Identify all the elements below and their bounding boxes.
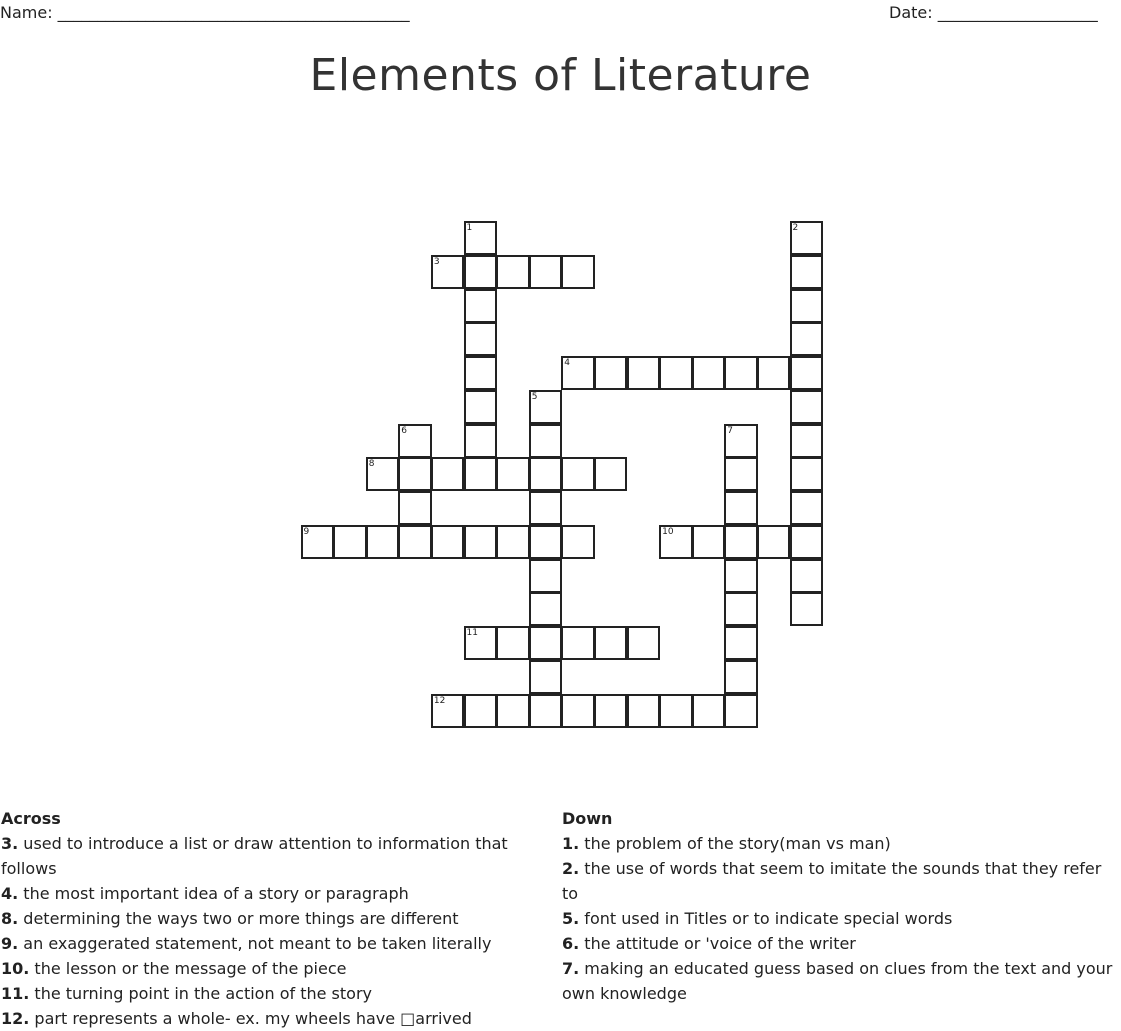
- clue-text: the problem of the story(man vs man): [579, 834, 891, 853]
- crossword-cell[interactable]: [627, 626, 661, 660]
- crossword-cell[interactable]: [464, 525, 498, 559]
- date-field[interactable]: Date: ____________________: [889, 3, 1098, 22]
- clue-number: 10: [662, 526, 674, 537]
- crossword-cell[interactable]: [398, 491, 432, 525]
- crossword-cell[interactable]: [692, 694, 726, 728]
- crossword-cell[interactable]: [757, 525, 791, 559]
- clue-number: 2: [792, 223, 799, 233]
- crossword-cell[interactable]: [594, 626, 628, 660]
- clue-number: 2.: [562, 859, 580, 878]
- clue-number: 6.: [562, 934, 580, 953]
- crossword-cell[interactable]: [627, 356, 661, 390]
- crossword-cell[interactable]: [431, 694, 465, 728]
- crossword-cell[interactable]: [366, 457, 400, 491]
- crossword-cell[interactable]: [496, 694, 530, 728]
- crossword-cell[interactable]: [496, 255, 530, 289]
- crossword-cell[interactable]: [464, 289, 498, 323]
- clue-number: 9.: [1, 934, 19, 953]
- crossword-cell[interactable]: [724, 424, 758, 458]
- clue-text: the use of words that seem to imitate the sounds that they refer to: [562, 859, 1102, 903]
- crossword-cell[interactable]: [790, 592, 824, 626]
- across-heading: Across: [1, 809, 61, 828]
- clue-text: making an educated guess based on clues from the text and your own knowledge: [562, 959, 1113, 1003]
- clue-number: 3: [433, 256, 440, 267]
- crossword-cell[interactable]: [790, 491, 824, 525]
- crossword-cell[interactable]: [790, 356, 824, 390]
- clue-text: the attitude or 'voice of the writer: [579, 934, 856, 953]
- crossword-cell[interactable]: [724, 525, 758, 559]
- down-clue: [562, 906, 1118, 931]
- crossword-cell[interactable]: [529, 592, 563, 626]
- crossword-cell[interactable]: [659, 525, 693, 559]
- crossword-cell[interactable]: [366, 525, 400, 559]
- clue-number: 4.: [1, 884, 19, 903]
- across-clue: [1, 956, 521, 981]
- down-clue: [562, 956, 1118, 1006]
- clue-number: 8.: [1, 909, 19, 928]
- crossword-cell[interactable]: [561, 457, 595, 491]
- crossword-cell[interactable]: [431, 457, 465, 491]
- crossword-cell[interactable]: [464, 322, 498, 356]
- clue-number: 7.: [562, 959, 580, 978]
- crossword-cell[interactable]: [529, 390, 563, 424]
- crossword-cell[interactable]: [790, 221, 824, 255]
- crossword-cell[interactable]: [790, 559, 824, 593]
- clue-text: the most important idea of a story or paragraph: [18, 884, 409, 903]
- clue-text: part represents a whole- ex. my wheels have □arrived: [29, 1009, 472, 1028]
- crossword-cell[interactable]: [790, 457, 824, 491]
- clue-text: the lesson or the message of the piece: [29, 959, 347, 978]
- crossword-cell[interactable]: [431, 525, 465, 559]
- clue-number: 5.: [562, 909, 580, 928]
- crossword-cell[interactable]: [594, 457, 628, 491]
- clue-number: 7: [727, 425, 734, 436]
- crossword-cell[interactable]: [724, 491, 758, 525]
- crossword-cell[interactable]: [464, 255, 498, 289]
- crossword-cell[interactable]: [464, 424, 498, 458]
- crossword-cell[interactable]: [561, 356, 595, 390]
- clue-number: 1.: [562, 834, 580, 853]
- crossword-cell[interactable]: [692, 356, 726, 390]
- clue-text: determining the ways two or more things are different: [18, 909, 459, 928]
- crossword-cell[interactable]: [790, 525, 824, 559]
- crossword-cell[interactable]: [464, 390, 498, 424]
- down-heading: Down: [562, 809, 613, 828]
- across-clue: [1, 831, 521, 881]
- page-title: Elements of Literature: [309, 50, 812, 101]
- crossword-cell[interactable]: [529, 694, 563, 728]
- crossword-cell[interactable]: [561, 626, 595, 660]
- across-clue: [1, 1006, 521, 1031]
- clue-number: 10.: [1, 959, 30, 978]
- crossword-cell[interactable]: [659, 694, 693, 728]
- across-clue: [1, 981, 521, 1006]
- crossword-cell[interactable]: [594, 694, 628, 728]
- clue-number: 12.: [1, 1009, 30, 1028]
- crossword-cell[interactable]: [464, 457, 498, 491]
- crossword-cell[interactable]: [659, 356, 693, 390]
- name-field[interactable]: Name: ____________________________________________: [0, 3, 410, 22]
- crossword-cell[interactable]: [529, 660, 563, 694]
- crossword-cell[interactable]: [464, 356, 498, 390]
- crossword-cell[interactable]: [529, 255, 563, 289]
- clue-number: 11.: [1, 984, 30, 1003]
- crossword-cell[interactable]: [627, 694, 661, 728]
- down-clue: [562, 856, 1118, 906]
- clue-number: 12: [433, 695, 446, 706]
- clue-number: 6: [401, 425, 408, 436]
- down-clue: [562, 931, 1118, 956]
- crossword-cell[interactable]: [398, 525, 432, 559]
- across-clue: [1, 931, 521, 956]
- clue-text: font used in Titles or to indicate special words: [579, 909, 953, 928]
- across-clue-list: [1, 831, 521, 1031]
- crossword-cell[interactable]: [333, 525, 367, 559]
- crossword-cell[interactable]: [529, 626, 563, 660]
- crossword-cell[interactable]: [464, 626, 498, 660]
- crossword-cell[interactable]: [790, 424, 824, 458]
- across-clues: [1, 806, 521, 1031]
- crossword-cell[interactable]: [529, 525, 563, 559]
- crossword-cell[interactable]: [464, 694, 498, 728]
- clue-number: 9: [303, 526, 310, 537]
- crossword-cell[interactable]: [496, 626, 530, 660]
- down-clues: [562, 806, 1118, 1006]
- down-clue: [562, 831, 1118, 856]
- across-clue: [1, 881, 521, 906]
- crossword-cell[interactable]: [561, 694, 595, 728]
- crossword-cell[interactable]: [529, 424, 563, 458]
- crossword-cell[interactable]: [790, 289, 824, 323]
- clue-number: 1: [466, 223, 473, 233]
- crossword-cell[interactable]: [724, 356, 758, 390]
- crossword-cell[interactable]: [398, 457, 432, 491]
- crossword-cell[interactable]: [724, 660, 758, 694]
- across-clue: [1, 906, 521, 931]
- crossword-cell[interactable]: [529, 559, 563, 593]
- crossword-cell[interactable]: [692, 525, 726, 559]
- crossword-cell[interactable]: [724, 626, 758, 660]
- crossword-cell[interactable]: [790, 255, 824, 289]
- crossword-cell[interactable]: [724, 559, 758, 593]
- clue-number: 5: [531, 391, 538, 402]
- crossword-cell[interactable]: [496, 457, 530, 491]
- crossword-cell[interactable]: [301, 525, 335, 559]
- crossword-cell[interactable]: [724, 592, 758, 626]
- crossword-cell[interactable]: [529, 491, 563, 525]
- crossword-cell[interactable]: [561, 525, 595, 559]
- clue-number: 4: [564, 358, 571, 368]
- crossword-cell[interactable]: [757, 356, 791, 390]
- crossword-cell[interactable]: [790, 322, 824, 356]
- clue-text: an exaggerated statement, not meant to be taken literally: [18, 934, 492, 953]
- crossword-cell[interactable]: [724, 694, 758, 728]
- clue-number: 8: [368, 459, 375, 470]
- clue-text: used to introduce a list or draw attention to information that follows: [1, 834, 508, 878]
- crossword-cell[interactable]: [431, 255, 465, 289]
- crossword-cell[interactable]: [790, 390, 824, 424]
- clue-text: the turning point in the action of the story: [29, 984, 372, 1003]
- crossword-cell[interactable]: [464, 221, 498, 255]
- clue-number: 3.: [1, 834, 19, 853]
- down-clue-list: [562, 831, 1118, 1006]
- crossword-cell[interactable]: [561, 255, 595, 289]
- crossword-cell[interactable]: [724, 457, 758, 491]
- crossword-cell[interactable]: [594, 356, 628, 390]
- clue-number: 11: [466, 628, 478, 638]
- crossword-cell[interactable]: [529, 457, 563, 491]
- crossword-cell[interactable]: [496, 525, 530, 559]
- crossword-cell[interactable]: [398, 424, 432, 458]
